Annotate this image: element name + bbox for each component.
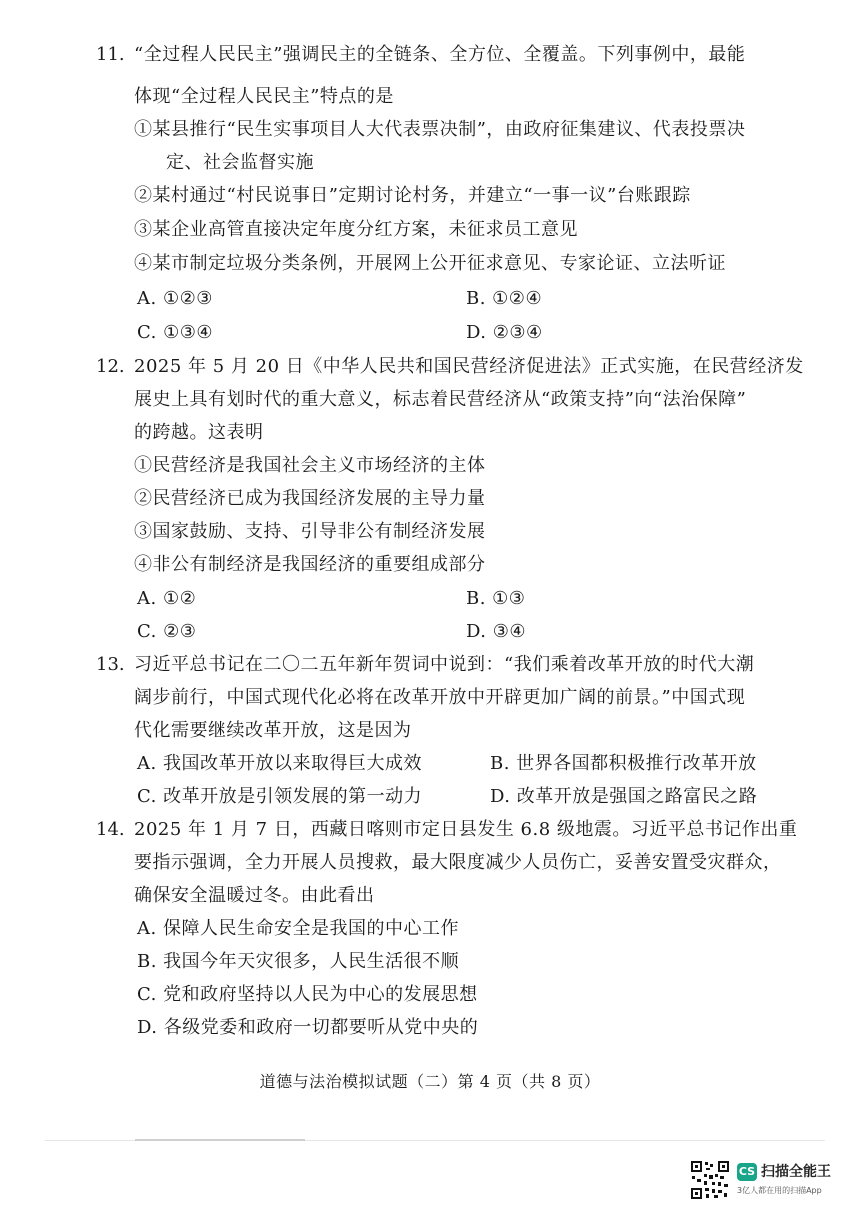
question-13-stem-line-2: 阔步前行，中国式现代化必将在改革开放中开辟更加广阔的前景。”中国式现 xyxy=(134,687,746,708)
question-12-statement-1: ①民营经济是我国社会主义市场经济的主体 xyxy=(134,455,486,476)
question-12-option-b: B. ①③ xyxy=(466,588,526,609)
question-14-option-d: D. 各级党委和政府一切都要听从党中央的 xyxy=(137,1017,479,1038)
question-11-option-c: C. ①③④ xyxy=(137,322,213,343)
question-13-number: 13. xyxy=(96,654,125,675)
question-11-statement-1-cont: 定、社会监督实施 xyxy=(166,152,314,173)
question-14-option-c: C. 党和政府坚持以人民为中心的发展思想 xyxy=(137,984,478,1005)
question-13-option-b: B. 世界各国都积极推行改革开放 xyxy=(490,753,757,774)
question-11-option-a: A. ①②③ xyxy=(137,288,213,309)
page-footer: 道德与法治模拟试题（二）第 4 页（共 8 页） xyxy=(259,1072,601,1091)
question-14-option-a: A. 保障人民生命安全是我国的中心工作 xyxy=(137,918,459,939)
question-12-stem-line-2: 展史上具有划时代的重大意义，标志着民营经济从“政策支持”向“法治保障” xyxy=(134,389,747,410)
question-12-stem-line-1: 2025 年 5 月 20 日《中华人民共和国民营经济促进法》正式实施，在民营经济发 xyxy=(134,356,804,377)
question-11-option-b: B. ①②④ xyxy=(466,288,543,309)
question-12-statement-3: ③国家鼓励、支持、引导非公有制经济发展 xyxy=(134,521,486,542)
question-11-stem-line-2: 体现“全过程人民民主”特点的是 xyxy=(134,86,394,107)
question-14-option-b: B. 我国今年天灾很多，人民生活很不顺 xyxy=(137,951,460,972)
question-12-statement-4: ④非公有制经济是我国经济的重要组成部分 xyxy=(134,554,486,575)
question-12-option-a: A. ①② xyxy=(137,588,197,609)
question-11-statement-3: ③某企业高管直接决定年度分红方案，未征求员工意见 xyxy=(134,219,578,240)
question-11-statement-2: ②某村通过“村民说事日”定期讨论村务，并建立“一事一议”台账跟踪 xyxy=(134,185,691,206)
question-14-stem-line-3: 确保安全温暖过冬。由此看出 xyxy=(134,885,375,906)
question-13-stem-line-3: 代化需要继续改革开放，这是因为 xyxy=(134,720,412,741)
watermark-tagline: 3亿人都在用的扫描App xyxy=(737,1186,822,1195)
question-11-number: 11. xyxy=(96,44,125,65)
qr-code-icon xyxy=(690,1160,730,1200)
question-11-statement-4: ④某市制定垃圾分类条例，开展网上公开征求意见、专家论证、立法听证 xyxy=(134,253,726,274)
question-12-option-d: D. ③④ xyxy=(466,621,527,642)
question-12-number: 12. xyxy=(96,356,125,377)
question-13-stem-line-1: 习近平总书记在二〇二五年新年贺词中说到：“我们乘着改革开放的时代大潮 xyxy=(134,654,755,675)
question-14-stem-line-1: 2025 年 1 月 7 日，西藏日喀则市定日县发生 6.8 级地震。习近平总书记作出重 xyxy=(134,819,798,840)
camscanner-logo-icon: CS xyxy=(737,1163,757,1181)
question-13-option-d: D. 改革开放是强国之路富民之路 xyxy=(490,786,758,807)
question-11-option-d: D. ②③④ xyxy=(466,322,543,343)
question-12-stem-line-3: 的跨越。这表明 xyxy=(134,422,264,443)
scan-edge-mark xyxy=(135,1139,305,1141)
question-11-stem-line-1: “全过程人民民主”强调民主的全链条、全方位、全覆盖。下列事例中，最能 xyxy=(134,44,746,65)
question-14-stem-line-2: 要指示强调，全力开展人员搜救，最大限度减少人员伤亡，妥善安置受灾群众， xyxy=(134,852,782,873)
question-13-option-c: C. 改革开放是引领发展的第一动力 xyxy=(137,786,423,807)
watermark-app-name: 扫描全能王 xyxy=(761,1164,831,1180)
question-11-statement-1: ①某县推行“民生实事项目人大代表票决制”，由政府征集建议、代表投票决 xyxy=(134,119,746,140)
question-14-number: 14. xyxy=(96,819,125,840)
scanner-watermark xyxy=(690,1160,860,1202)
question-13-option-a: A. 我国改革开放以来取得巨大成效 xyxy=(137,753,422,774)
question-12-statement-2: ②民营经济已成为我国经济发展的主导力量 xyxy=(134,488,486,509)
question-12-option-c: C. ②③ xyxy=(137,621,197,642)
